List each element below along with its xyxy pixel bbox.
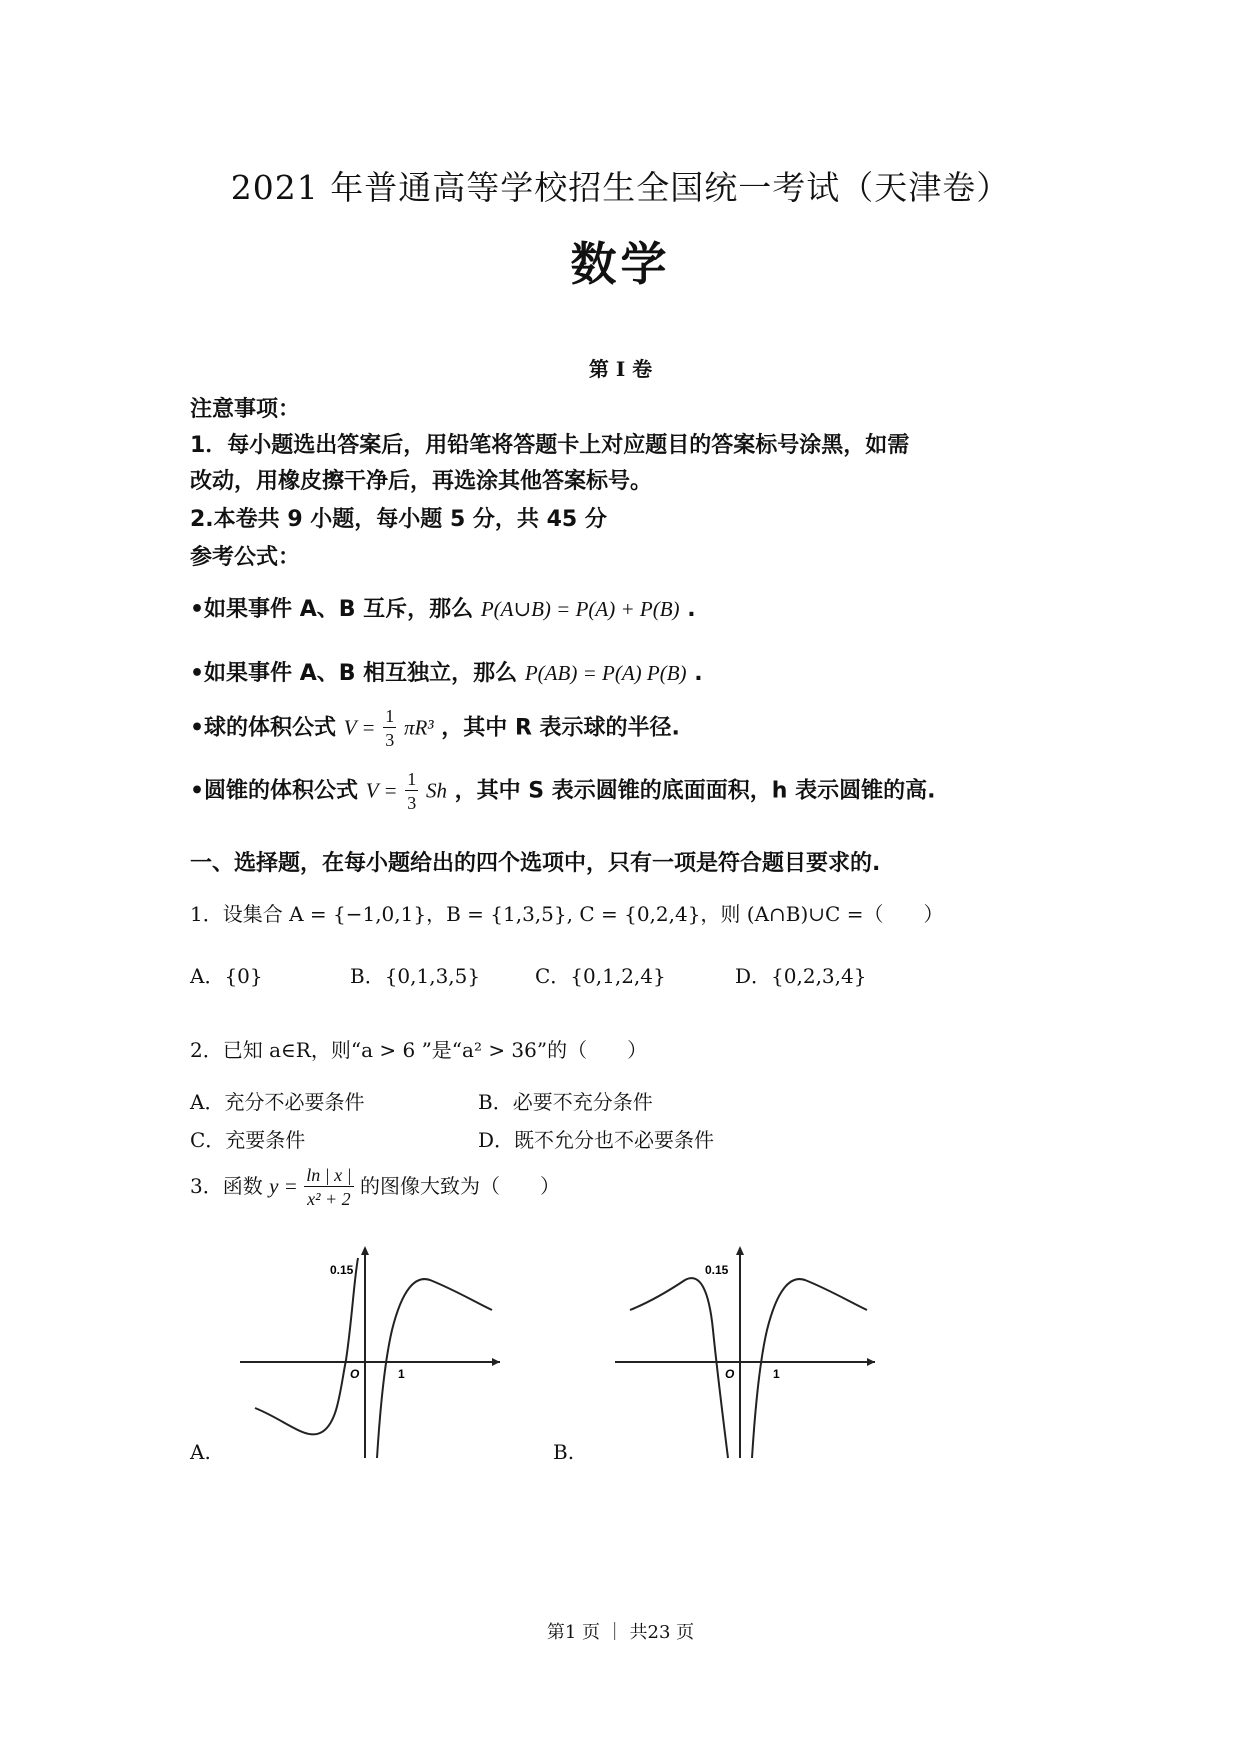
question-2-option-b: B．必要不充分条件: [478, 1090, 653, 1114]
question-1-option-a: A．{0}: [190, 964, 263, 988]
x-tick-label: 1: [773, 1367, 780, 1381]
question-2-option-c: C．充要条件: [190, 1128, 306, 1152]
note-item-1-line-2: 改动，用橡皮擦干净后，再选涂其他答案标号。: [190, 469, 653, 494]
formula-independent: •如果事件 A、B 相互独立，那么 P(AB) = P(A) P(B) .: [190, 661, 703, 686]
question-2-option-a: A．充分不必要条件: [190, 1090, 365, 1114]
formula-sphere-fraction: $\frac{1}{3}$: [385, 706, 395, 750]
question-2-stem: 2．已知 a∈R，则“a > 6 ”是“a² > 36”的（ ）: [190, 1038, 648, 1062]
curve-right: [377, 1279, 492, 1458]
formula-exclusive-text: •如果事件 A、B 互斥，那么: [190, 597, 474, 622]
formula-cone-lhs: V =: [365, 778, 398, 803]
origin-label: O: [350, 1367, 360, 1381]
formula-exclusive-math: P(A∪B) = P(A) + P(B): [480, 597, 680, 621]
question-2-option-d: D．既不允分也不必要条件: [478, 1128, 715, 1152]
question-1-option-b: B．{0,1,3,5}: [350, 964, 481, 988]
formula-cone-tail: ，其中 S 表示圆锥的底面面积，h 表示圆锥的高.: [454, 778, 936, 804]
question-3-stem: 3．函数 y = $\frac{\ln | x |}{\text{x² + 2}}$ 的图像大致为（ ）: [190, 1165, 560, 1209]
curve-left: [630, 1278, 728, 1458]
formula-sphere-text: •球的体积公式: [190, 715, 337, 741]
formula-sphere: [190, 705, 680, 752]
question-1-option-d: D．{0,2,3,4}: [735, 964, 867, 988]
curve-right: [752, 1279, 867, 1458]
question-1-option-c: C．{0,1,2,4}: [535, 964, 666, 988]
x-tick-label: 1: [398, 1367, 405, 1381]
y-tick-label: 0.15: [705, 1263, 729, 1277]
subject-title: 数学: [570, 237, 671, 291]
formula-heading: 参考公式：: [190, 545, 301, 570]
graph-option-a[interactable]: [230, 1240, 510, 1470]
formula-exclusive: •如果事件 A、B 互斥，那么 P(A∪B) = P(A) + P(B) .: [190, 597, 696, 622]
question-3-fraction: $\frac{\ln | x |}{\text{x² + 2}}$: [306, 1165, 352, 1209]
y-axis-arrow: [361, 1246, 369, 1255]
y-axis-arrow: [736, 1246, 744, 1255]
formula-independent-text: •如果事件 A、B 相互独立，那么: [190, 661, 518, 686]
question-1-stem: 1．设集合 A = {−1,0,1}，B = {1,3,5}, C = {0,2,4}，则 (A∩B)∪C =（ ）: [190, 902, 944, 926]
question-3-option-b-label: B.: [553, 1440, 575, 1464]
formula-cone-rhs: Sh: [425, 778, 447, 803]
formula-cone-text: •圆锥的体积公式: [190, 778, 359, 804]
notes-heading: 注意事项：: [190, 397, 301, 422]
question-3-option-a-label: A.: [190, 1440, 211, 1464]
formula-independent-math: P(AB) = P(A) P(B): [524, 661, 687, 685]
curve-left: [255, 1258, 358, 1434]
volume-label: 第 I 卷: [588, 357, 653, 381]
formula-sphere-rhs: πR³: [403, 715, 434, 740]
origin-label: O: [725, 1367, 735, 1381]
exam-title: 2021 年普通高等学校招生全国统一考试（天津卷）: [230, 168, 1011, 207]
formula-cone: [190, 768, 935, 815]
formula-sphere-lhs: V =: [343, 715, 376, 740]
section-heading: 一、选择题，在每小题给出的四个选项中，只有一项是符合题目要求的.: [190, 851, 881, 876]
note-item-1-line-1: 1．每小题选出答案后，用铅笔将答题卡上对应题目的答案标号涂黑，如需: [190, 433, 910, 458]
x-axis-arrow: [867, 1358, 875, 1366]
graph-option-b[interactable]: [605, 1240, 885, 1470]
x-axis-arrow: [492, 1358, 500, 1366]
y-tick-label: 0.15: [330, 1263, 354, 1277]
formula-cone-fraction: $\frac{1}{3}$: [407, 769, 417, 813]
note-item-2: 2.本卷共 9 小题，每小题 5 分，共 45 分: [190, 507, 607, 532]
page-footer: 第1 页 ｜ 共23 页: [546, 1622, 695, 1643]
question-3-lhs: y =: [269, 1174, 298, 1198]
formula-sphere-tail: ，其中 R 表示球的半径.: [441, 715, 680, 741]
